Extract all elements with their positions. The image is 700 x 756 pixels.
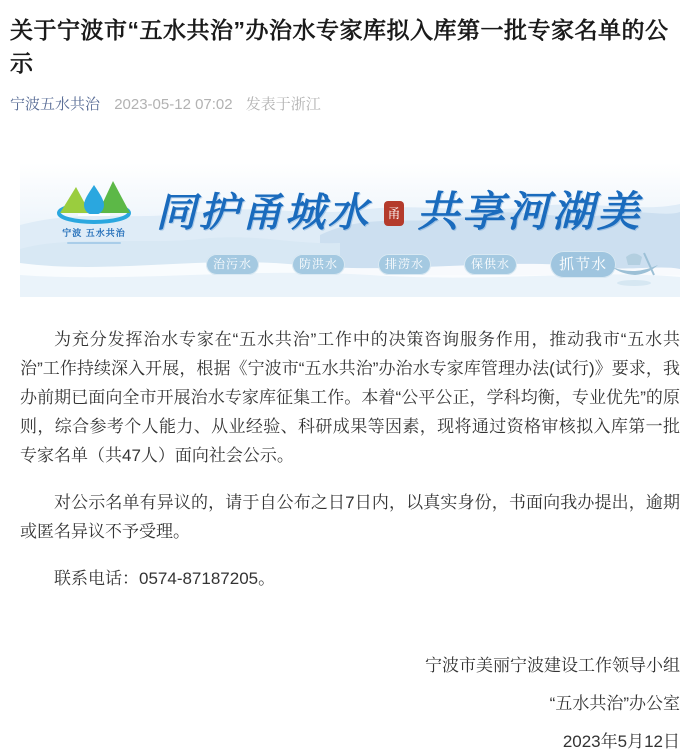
yong-seal-stamp: 甬	[384, 201, 404, 226]
tag-pill-pailaoshui: 排涝水	[378, 254, 431, 275]
slogan-left-text: 同护甬城水	[156, 189, 371, 236]
banner-slogan	[156, 185, 656, 240]
page-title: 关于宁波市“五水共治”办治水专家库拟入库第一批专家名单的公示	[10, 17, 669, 76]
banner-tag-row	[206, 251, 616, 278]
signature-date: 2023年5月12日	[562, 732, 680, 751]
body-paragraph-2: 对公示名单有异议的，请于自公布之日7日内，以真实身份，书面向我办提出，逾期或匿名异议不予受理。	[20, 493, 680, 541]
logo-subtext-line	[67, 242, 121, 244]
wushuigongzhi-logo	[46, 173, 142, 244]
logo-mountain-waterdrop-icon	[48, 173, 140, 225]
publish-time: 2023-05-12 07:02	[114, 96, 233, 113]
article-page	[0, 14, 700, 756]
signature-block	[22, 651, 680, 756]
tag-pill-zhuajieshui: 抓节水	[550, 251, 616, 278]
boat-icon	[606, 247, 664, 289]
logo-text: 宁波 五水共治	[62, 228, 126, 238]
body-paragraph-1: 为充分发挥治水专家在“五水共治”工作中的决策咨询服务作用，推动我市“五水共治”工作持续深入开展，根据《宁波市“五水共治”办治水专家库管理办法(试行)》要求，我办前期已面向全市开展治水专家库征集工作。本着“公平公正，学科均衡，专业优先”的原则，综合参考个人能力、从业经验、科研成果等因素，现将通过资格审核拟入库第一批专家名单（共47人）面向社会公示。	[20, 330, 680, 465]
article-meta	[10, 95, 690, 115]
tag-pill-zhiwushui: 治污水	[206, 254, 259, 275]
slogan-right-text: 共享河湖美	[417, 187, 643, 236]
article-body	[20, 325, 680, 593]
publish-location: 发表于浙江	[245, 96, 321, 113]
contact-phone-line: 联系电话：0574-87187205。	[54, 569, 276, 588]
signature-org-2: “五水共治”办公室	[549, 694, 680, 713]
tag-pill-baogongshui: 保供水	[464, 254, 517, 275]
author-link[interactable]: 宁波五水共治	[10, 96, 101, 113]
banner-image	[20, 163, 680, 297]
signature-org-1: 宁波市美丽宁波建设工作领导小组	[425, 656, 680, 675]
tag-pill-fanghongshui: 防洪水	[292, 254, 345, 275]
